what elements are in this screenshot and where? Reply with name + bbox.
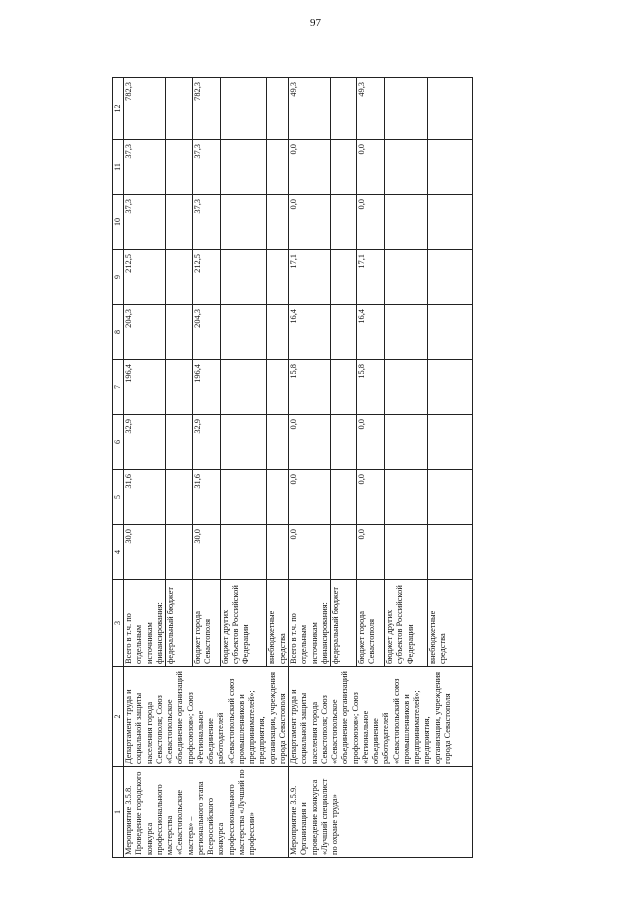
column-number: 1: [113, 767, 124, 858]
value-cell: [331, 78, 357, 140]
value-cell: 0,0: [357, 470, 385, 525]
value-cell: 15,8: [289, 360, 331, 415]
funding-source: внебюджетные средства: [428, 580, 473, 667]
value-cell: [428, 195, 473, 250]
financing-table: [112, 77, 473, 858]
value-cell: [385, 78, 428, 140]
funding-source: Всего в т.ч. по отдельным источникам финансирования:: [124, 580, 166, 667]
value-cell: [385, 525, 428, 580]
value-cell: 0,0: [289, 415, 331, 470]
value-cell: 49,3: [357, 78, 385, 140]
value-cell: 782,3: [124, 78, 166, 140]
value-cell: 16,4: [289, 305, 331, 360]
funding-source: федеральный бюджет: [166, 580, 192, 667]
value-cell: [267, 470, 289, 525]
funding-source: бюджет других субъектов Российской Федерации: [385, 580, 428, 667]
value-cell: [331, 250, 357, 305]
funding-source: бюджет города Севастополя: [192, 580, 220, 667]
column-number: 12: [113, 78, 124, 140]
value-cell: 37,3: [192, 140, 220, 195]
value-cell: [220, 78, 266, 140]
value-cell: [166, 415, 192, 470]
value-cell: [428, 470, 473, 525]
value-cell: [385, 305, 428, 360]
column-number: 3: [113, 580, 124, 667]
value-cell: [331, 470, 357, 525]
value-cell: 0,0: [289, 470, 331, 525]
value-cell: 30,0: [192, 525, 220, 580]
value-cell: [220, 525, 266, 580]
value-cell: [220, 360, 266, 415]
column-number: 5: [113, 470, 124, 525]
value-cell: 32,9: [124, 415, 166, 470]
value-cell: [220, 305, 266, 360]
value-cell: 16,4: [357, 305, 385, 360]
table-row: [289, 78, 331, 858]
column-number: 8: [113, 305, 124, 360]
value-cell: 782,3: [192, 78, 220, 140]
value-cell: 31,6: [124, 470, 166, 525]
value-cell: [331, 195, 357, 250]
column-number: 7: [113, 360, 124, 415]
value-cell: [220, 195, 266, 250]
value-cell: [166, 250, 192, 305]
value-cell: 37,3: [124, 195, 166, 250]
value-cell: 32,9: [192, 415, 220, 470]
value-cell: 17,1: [357, 250, 385, 305]
value-cell: 15,8: [357, 360, 385, 415]
value-cell: 49,3: [289, 78, 331, 140]
value-cell: [220, 415, 266, 470]
funding-source: Всего в т.ч. по отдельным источникам финансирования:: [289, 580, 331, 667]
value-cell: [331, 140, 357, 195]
funding-source: бюджет других субъектов Российской Федерации: [220, 580, 266, 667]
column-number: 2: [113, 667, 124, 767]
value-cell: [267, 250, 289, 305]
column-number: 6: [113, 415, 124, 470]
funding-source: внебюджетные средства: [267, 580, 289, 667]
value-cell: 204,3: [192, 305, 220, 360]
value-cell: [428, 415, 473, 470]
value-cell: [267, 78, 289, 140]
value-cell: [428, 525, 473, 580]
table-body: [124, 78, 473, 858]
column-number: 4: [113, 525, 124, 580]
table-row: [124, 78, 166, 858]
page-number: 97: [310, 17, 321, 29]
value-cell: [267, 415, 289, 470]
value-cell: 196,4: [124, 360, 166, 415]
event-executors: Департамент труда и социальной защиты населения города Севастополя; Союз «Севастопольское объединение организаций профсоюзов»; Союз «Региональное объединение работодателей «Севастопольский союз промышленников и предпринимателей»; предприятия, организации, учреждения города Севастополя: [124, 667, 289, 767]
value-cell: [166, 525, 192, 580]
value-cell: [267, 195, 289, 250]
value-cell: 0,0: [357, 195, 385, 250]
value-cell: [331, 525, 357, 580]
value-cell: [385, 470, 428, 525]
value-cell: 0,0: [289, 525, 331, 580]
value-cell: [385, 140, 428, 195]
value-cell: [166, 305, 192, 360]
value-cell: [385, 250, 428, 305]
event-executors: Департамент труда и социальной защиты населения города Севастополя; Союз «Севастопольское объединение организаций профсоюзов»; Союз «Региональное объединение работодателей «Севастопольский союз промышленников и предпринимателей»; предприятия, организации, учреждения города Севастополя: [289, 667, 473, 767]
value-cell: [220, 470, 266, 525]
value-cell: [385, 415, 428, 470]
value-cell: [385, 195, 428, 250]
value-cell: 0,0: [289, 140, 331, 195]
value-cell: [166, 140, 192, 195]
value-cell: [385, 360, 428, 415]
value-cell: 37,3: [124, 140, 166, 195]
value-cell: [331, 360, 357, 415]
value-cell: 212,5: [124, 250, 166, 305]
value-cell: 196,4: [192, 360, 220, 415]
event-name: Мероприятие 3.5.9. Организация и проведение конкурса «Лучший специалист по охране труда»: [289, 767, 473, 858]
column-number: 10: [113, 195, 124, 250]
value-cell: [267, 360, 289, 415]
value-cell: 0,0: [289, 195, 331, 250]
value-cell: [267, 305, 289, 360]
value-cell: 204,3: [124, 305, 166, 360]
value-cell: [428, 78, 473, 140]
value-cell: [166, 470, 192, 525]
column-number: 9: [113, 250, 124, 305]
value-cell: [166, 195, 192, 250]
value-cell: [428, 360, 473, 415]
value-cell: 17,1: [289, 250, 331, 305]
column-number: 11: [113, 140, 124, 195]
column-number-row: [113, 78, 124, 858]
value-cell: [428, 305, 473, 360]
funding-source: федеральный бюджет: [331, 580, 357, 667]
value-cell: 31,6: [192, 470, 220, 525]
value-cell: 37,3: [192, 195, 220, 250]
value-cell: 0,0: [357, 525, 385, 580]
value-cell: [220, 140, 266, 195]
funding-source: бюджет города Севастополя: [357, 580, 385, 667]
value-cell: [166, 78, 192, 140]
value-cell: [331, 305, 357, 360]
value-cell: 212,5: [192, 250, 220, 305]
value-cell: [267, 525, 289, 580]
value-cell: [220, 250, 266, 305]
event-name: Мероприятие 3.5.8. Проведение городского конкурса профессионального мастерства «Севастопольские мастера» – регионального этапа Всероссийского конкурса профессионального мастерства «Лучший по профессии»: [124, 767, 289, 858]
value-cell: [428, 250, 473, 305]
value-cell: 0,0: [357, 140, 385, 195]
value-cell: [267, 140, 289, 195]
value-cell: [428, 140, 473, 195]
value-cell: [331, 415, 357, 470]
value-cell: 0,0: [357, 415, 385, 470]
rotated-table-container: [112, 78, 510, 858]
value-cell: [166, 360, 192, 415]
value-cell: 30,0: [124, 525, 166, 580]
